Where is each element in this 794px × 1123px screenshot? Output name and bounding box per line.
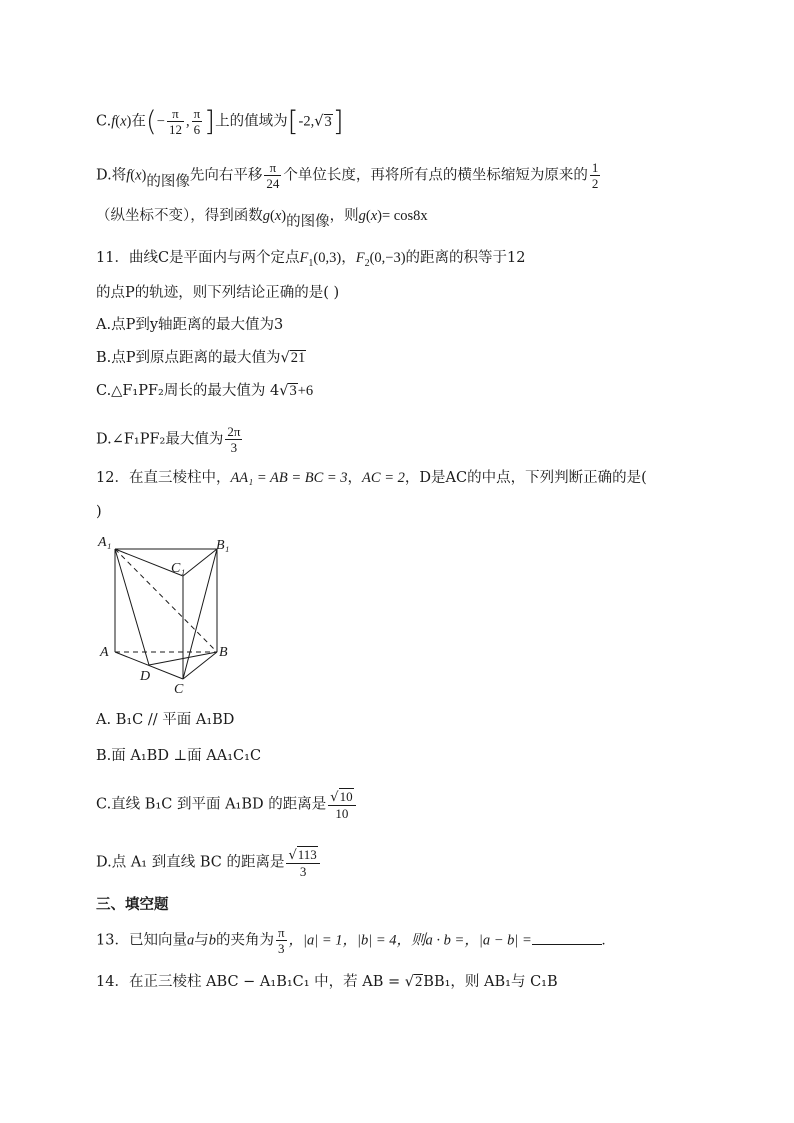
text: 13．已知向量	[96, 932, 187, 949]
fraction: $\frac{\pi}{3}$	[277, 925, 285, 956]
fraction: $\frac{\pi}{6}$	[193, 106, 201, 137]
text: ，	[347, 470, 363, 486]
text: ，|a| = 1，|b| = 4，则	[288, 932, 426, 949]
label-d: D	[140, 669, 151, 684]
func-g: g	[262, 208, 270, 224]
label-c: C	[174, 682, 184, 697]
fraction: $\frac{1}{2}$	[591, 160, 599, 191]
label-a1: A₁	[98, 535, 112, 550]
text: 的夹角为	[215, 932, 274, 949]
option-letter: C.	[96, 113, 112, 130]
func-f: f	[126, 167, 131, 184]
radicand: 3	[324, 113, 332, 130]
answer-blank[interactable]	[532, 930, 602, 945]
text: 先向右平移	[189, 167, 263, 184]
edge-c-b	[183, 652, 217, 679]
text: D.点 A₁ 到直线 BC 的距离是	[96, 854, 285, 871]
text: 与	[194, 932, 209, 949]
q10-option-d-line2: （纵坐标不变），得到函数g(x)的图像，则g(x)= cos8x	[96, 208, 428, 230]
coords: (0,−3)	[369, 250, 406, 266]
text: 11．曲线C是平面内与两个定点	[96, 250, 300, 266]
fraction: $\frac{√10}{10}$	[328, 788, 355, 821]
text: 在	[131, 113, 146, 130]
right-bracket: ]	[332, 104, 344, 138]
paren: (	[115, 113, 121, 130]
q11-stem: 11．曲线C是平面内与两个定点$F_1(0,3)$，$F_2(0,-3)$的距离的积等于12	[96, 250, 526, 269]
q12-stem-line2: )	[96, 504, 102, 520]
edge-a1-d	[115, 549, 149, 665]
var-x: x	[274, 208, 282, 224]
text: ，则	[329, 208, 359, 224]
minus-sign: −	[156, 113, 165, 130]
q10-option-c[interactable]: C.f(x)在(− $\frac{\pi}{12}$ , $\frac{\pi}{6}$ ]上的值域为[-2,√3]	[96, 104, 344, 138]
left-bracket: [	[287, 104, 299, 138]
q11-option-a[interactable]: A.点P到y轴距离的最大值为3	[96, 317, 284, 333]
fraction: $\frac{\pi}{24}$	[266, 160, 280, 191]
text: ，	[341, 250, 356, 266]
dot-product: a · b =	[425, 932, 465, 949]
left-bracket: (	[145, 104, 157, 138]
var-x: x	[120, 113, 127, 130]
q12-option-a[interactable]: A. B₁C // 平面 A₁BD	[96, 712, 235, 728]
q10-option-d[interactable]: D.将f(x)的图像先向右平移 $\frac{\pi}{24}$ 个单位长度，再将所有点的横坐标缩短为原来的 $\frac{1}{2}$	[96, 160, 599, 191]
label-b: B	[219, 645, 228, 660]
text: C.直线 B₁C 到平面 A₁BD 的距离是	[96, 796, 327, 813]
vector-a: a	[186, 932, 195, 949]
text: +6	[297, 383, 314, 399]
var-x: x	[135, 167, 142, 184]
text: C.△F₁PF₂周长的最大值为 4	[96, 383, 280, 399]
label-b1: B₁	[216, 538, 230, 553]
sqrt-sign: √	[280, 350, 290, 366]
label-a: A	[100, 645, 109, 660]
q12-option-d[interactable]	[96, 846, 322, 879]
text: BB₁，则 AB₁与 C₁B	[423, 974, 558, 990]
text: 的距离的积等于12	[405, 250, 526, 266]
text: ，|a − b| =	[464, 932, 532, 949]
point-f2: F	[355, 250, 365, 266]
q12-option-b[interactable]: B.面 A₁BD ⊥面 AA₁C₁C	[96, 748, 262, 764]
text: 上的值域为	[215, 113, 288, 130]
q11-option-b[interactable]	[96, 348, 306, 368]
text: （纵坐标不变），得到函数	[96, 208, 263, 224]
func-f: f	[111, 113, 116, 130]
edge-b1-c	[183, 549, 217, 679]
coords: (0,3)	[313, 250, 342, 266]
section-heading: 三、填空题	[96, 897, 169, 913]
text: B.点P到原点距离的最大值为	[96, 350, 281, 366]
text: D.∠F₁PF₂最大值为	[96, 431, 224, 448]
condition: AC = 2	[362, 470, 405, 486]
text: ，D是AC的中点，下列判断正确的是(	[404, 470, 647, 486]
sqrt-sign: √	[404, 974, 415, 990]
q14	[96, 972, 558, 992]
option-letter: D.将	[96, 167, 127, 184]
prism-figure	[96, 532, 246, 697]
radicand: 3	[289, 383, 297, 399]
q11-option-c[interactable]	[96, 381, 313, 401]
q12-option-c[interactable]	[96, 788, 358, 821]
fraction: $\frac{\pi}{12}$	[168, 106, 182, 137]
vector-b: b	[208, 932, 216, 949]
q11-option-d[interactable]	[96, 424, 244, 455]
result: = cos8x	[382, 208, 428, 224]
value: -2,	[298, 113, 315, 130]
fraction: $\frac{2\pi}{3}$	[227, 424, 241, 455]
paren: )	[126, 113, 132, 130]
func-g: g	[358, 208, 366, 224]
text: 14．在正三棱柱 ABC − A₁B₁C₁ 中，若 AB =	[96, 974, 405, 990]
var-x: x	[370, 208, 378, 224]
label-c1: C₁	[171, 561, 186, 576]
radicand: 2	[415, 974, 423, 990]
sqrt-sign: √	[314, 113, 324, 130]
point-f1: F	[299, 250, 309, 266]
text: 的图像	[286, 214, 330, 230]
q13: 13．已知向量a与b的夹角为 $\frac{\pi}{3}$ ，|a| = 1，|b| = 4，则a · b =，|a − b| = .	[96, 925, 606, 956]
q11-stem-line2: 的点P的轨迹，则下列结论正确的是( )	[96, 285, 340, 301]
q12-stem	[96, 468, 647, 488]
text: 的图像	[146, 173, 190, 190]
right-bracket: ]	[204, 104, 216, 138]
text: 12．在直三棱柱中，	[96, 470, 231, 486]
edge-c1-b1	[183, 549, 217, 576]
condition: AA₁ = AB = BC = 3	[230, 470, 348, 486]
sqrt-sign: √	[279, 383, 289, 399]
text: 个单位长度，再将所有点的横坐标缩短为原来的	[283, 167, 588, 184]
fraction: $\frac{√113}{3}$	[286, 846, 319, 879]
radicand: 21	[290, 350, 306, 366]
